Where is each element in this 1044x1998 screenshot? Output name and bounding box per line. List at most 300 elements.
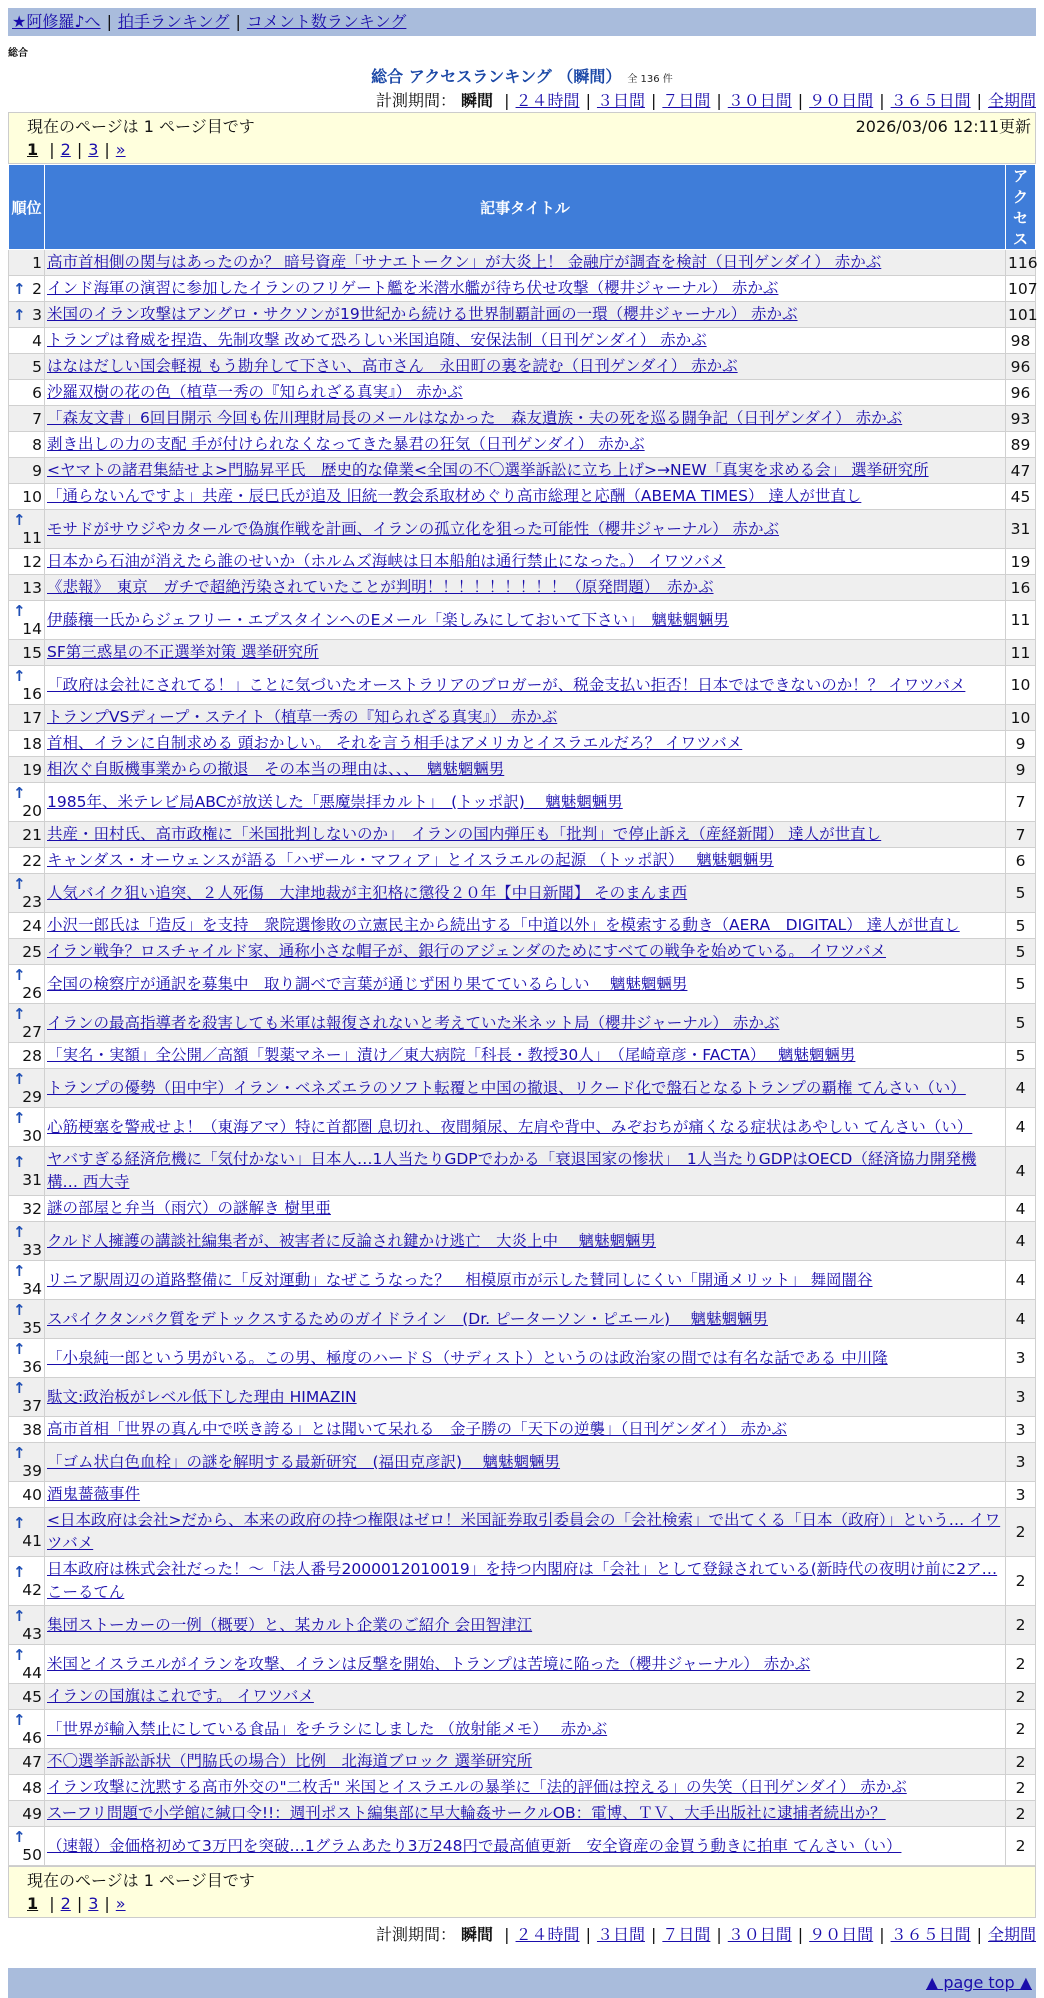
period-separator: | [650,1925,657,1944]
access-count: 2 [1006,1801,1036,1827]
rank-cell [9,731,45,757]
table-row [9,302,1036,328]
article-link[interactable]: 《悲報》 東京 ガチで超絶汚染されていたことが判明！！！！！！！！！（原発問題） 赤かぶ [47,578,714,596]
rank-cell [9,250,45,276]
title-cell [45,302,1006,328]
period-current: 瞬間 [461,91,494,110]
period-selector-bottom [8,1924,1036,1946]
rank-cell [9,575,45,601]
page-separator: | [49,140,55,159]
page-separator: | [104,140,110,159]
title-cell [45,406,1006,432]
table-row [9,1261,1036,1300]
title-cell [45,1147,1006,1196]
page-separator: | [104,1894,110,1913]
updated-time: 2026/03/06 12:11更新 [855,117,1031,136]
article-link[interactable]: <ヤマトの諸君集結せよ>門脇昇平氏 歴史的な偉業<全国の不〇選挙訴訟に立ち上げ>→NEW「真実を求める会」 選挙研究所 [47,461,929,479]
article-link[interactable]: インド海軍の演習に参加したイランのフリゲート艦を米潜水艦が待ち伏せ攻撃（櫻井ジャーナル） 赤かぶ [47,279,779,297]
access-count: 116 [1006,250,1036,276]
access-count: 4 [1006,1108,1036,1147]
access-count: 4 [1006,1069,1036,1108]
title-cell [45,1827,1006,1866]
rank-number: 42 [22,1581,42,1599]
access-count: 93 [1006,406,1036,432]
article-link[interactable]: はなはだしい国会軽視 もう勘弁して下さい、高市さん 永田町の裏を読む（日刊ゲンダイ） 赤かぶ [47,357,738,375]
title-cell [45,250,1006,276]
rank-number: 27 [22,1023,42,1041]
access-count: 11 [1006,601,1036,640]
access-count: 5 [1006,1043,1036,1069]
period-separator: | [879,1925,885,1944]
access-count: 3 [1006,1378,1036,1417]
table-row [9,276,1036,302]
rank-cell [9,705,45,731]
access-count: 10 [1006,666,1036,705]
title-cell [45,1684,1006,1710]
access-count: 4 [1006,1196,1036,1222]
title-cell [45,1749,1006,1775]
title-cell [45,1043,1006,1069]
period-link[interactable]: 全期間 [987,91,1036,110]
period-label-bottom: 計測期間： [375,1925,456,1944]
title-cell [45,1378,1006,1417]
rank-cell [9,1749,45,1775]
title-cell [45,1069,1006,1108]
rank-number: 47 [22,1752,42,1771]
article-link[interactable]: （速報）金価格初めて3万円を突破…1グラムあたり3万248円で最高値更新 安全資産の金買う動きに拍車 てんさい（い） [47,1836,902,1855]
rank-number: 34 [22,1280,42,1298]
title-cell [45,1645,1006,1684]
access-count: 3 [1006,1443,1036,1482]
period-link[interactable]: ３０日間 [727,1925,792,1944]
table-row [9,1108,1036,1147]
up-arrow-icon: ↑ [13,1444,26,1462]
period-selector [8,90,1036,112]
table-row [9,484,1036,510]
access-count: 9 [1006,757,1036,783]
page-current: 1 [27,140,39,159]
rank-number: 44 [22,1664,42,1682]
article-link[interactable]: 不〇選挙訴訟訴状（門脇氏の場合）比例 北海道ブロック 選挙研究所 [47,1752,533,1770]
article-link[interactable]: イランの国旗はこれです。 イワツバメ [47,1687,314,1705]
period-separator: | [716,91,722,110]
table-row [9,1147,1036,1196]
rank-cell [9,1482,45,1508]
rank-number: 37 [22,1397,42,1415]
article-link[interactable]: スーフリ問題で小学館に緘口令!!：週刊ポスト編集部に早大輪姦サークルOB：電博、ＴＶ、大手出版社に逮捕者続出か？ [47,1804,886,1822]
article-link[interactable]: イランの最高指導者を殺害しても米軍は報復されないと考えていた米ネット局（櫻井ジャーナル） 赤かぶ [47,1013,780,1032]
period-link[interactable]: ７日間 [662,1925,711,1944]
table-row [9,601,1036,640]
up-arrow-icon: ↑ [13,602,26,620]
page-separator: | [76,1894,83,1913]
access-count: 3 [1006,1482,1036,1508]
table-row [9,913,1036,939]
rank-number: 2 [32,279,42,298]
title-cell [45,1801,1006,1827]
rank-number: 5 [32,357,42,376]
table-row [9,328,1036,354]
article-link[interactable]: 謎の部屋と弁当（雨穴）の謎解き 樹里亜 [47,1199,331,1217]
access-count: 47 [1006,458,1036,484]
up-arrow-icon: ↑ [13,1153,26,1171]
access-count: 5 [1006,965,1036,1004]
access-count: 101 [1006,302,1036,328]
access-count: 9 [1006,731,1036,757]
access-count: 11 [1006,640,1036,666]
rank-number: 28 [22,1046,42,1065]
article-link[interactable]: 「世界が輸入禁止にしている食品」をチラシにしました （放射能メモ） 赤かぶ [47,1719,608,1738]
access-count: 2 [1006,1749,1036,1775]
table-row [9,1775,1036,1801]
up-arrow-icon: ↑ [13,667,26,685]
table-row [9,1645,1036,1684]
period-link[interactable]: ３６５日間 [890,91,971,110]
article-link[interactable]: 「通らないんですよ」共産・辰巳氏が追及 旧統一教会系取材めぐり高市総理と応酬（ABEMA TIMES） 達人が世直し [47,487,862,505]
rank-number: 22 [22,851,42,870]
article-link[interactable]: 「ゴム状白色血栓」の謎を解明する最新研究 (福田克彦訳) 魑魅魍魎男 [47,1452,561,1471]
period-link[interactable]: ２４時間 [515,91,580,110]
period-separator: | [585,91,591,110]
table-row [9,848,1036,874]
article-link[interactable]: モサドがサウジやカタールで偽旗作戦を計画、イランの孤立化を狙った可能性（櫻井ジャーナル） 赤かぶ [47,519,780,538]
current-page-text-bottom: 現在のページは 1 ページ目です [27,1871,255,1890]
rank-number: 41 [22,1532,42,1550]
access-count: 2 [1006,1645,1036,1684]
article-link[interactable]: キャンダス・オーウェンスが語る「ハザール・マフィア」とイスラエルの起源 （トッポ訳） 魑魅魍魎男 [47,851,774,869]
title-cell [45,731,1006,757]
period-link[interactable]: ７日間 [662,91,711,110]
rank-number: 21 [22,825,42,844]
total-count: 全 136 件 [627,74,673,85]
up-arrow-icon: ↑ [13,1109,26,1127]
article-link[interactable]: トランプの優勢（田中宇）イラン・ベネズエラのソフト転覆と中国の撤退、リクード化で盤石となるトランプの覇権 てんさい（い） [47,1078,966,1097]
page-link[interactable]: » [115,140,126,159]
title-cell [45,380,1006,406]
article-link[interactable]: 高市首相「世界の真ん中で咲き誇る」とは聞いて呆れる 金子勝の「天下の逆襲」（日刊ゲンダイ） 赤かぶ [47,1420,787,1438]
nav-separator: | [235,12,241,31]
article-link[interactable]: イラン戦争？ロスチャイルド家、通称小さな帽子が、銀行のアジェンダのためにすべての戦争を始めている。 イワツバメ [47,942,886,960]
article-link[interactable]: 「森友文書」6回目開示 今回も佐川理財局長のメールはなかった 森友遺族・夫の死を巡る闘争記（日刊ゲンダイ） 赤かぶ [47,409,903,427]
article-link[interactable]: 「小泉純一郎という男がいる。この男、極度のハードＳ（サディスト）というのは政治家の間では有名な話である 中川隆 [47,1348,888,1367]
rank-number: 31 [22,1171,42,1189]
rank-number: 32 [22,1199,42,1218]
article-link[interactable]: 駄文:政治板がレベル低下した理由 HIMAZIN [47,1387,357,1406]
rank-cell [9,406,45,432]
title-cell [45,354,1006,380]
access-count: 89 [1006,432,1036,458]
rank-cell [9,965,45,1004]
rank-cell [9,432,45,458]
article-link[interactable]: 1985年、米テレビ局ABCが放送した「悪魔崇拝カルト」 (トッポ訳) 魑魅魍魎男 [47,792,623,811]
table-row [9,1482,1036,1508]
access-count: 5 [1006,1004,1036,1043]
period-link[interactable]: ３６５日間 [890,1925,971,1944]
title-cell [45,549,1006,575]
rank-cell [9,939,45,965]
article-link[interactable]: クルド人擁護の講談社編集者が、被害者に反論され鍵かけ逃亡 大炎上中 魑魅魍魎男 [47,1231,656,1250]
header-access: アクセス [1006,165,1036,250]
page-separator: | [49,1894,55,1913]
title-cell [45,1300,1006,1339]
rank-number: 17 [22,708,42,727]
table-row [9,1801,1036,1827]
table-row [9,1196,1036,1222]
nav-link-asyura[interactable]: ★阿修羅♪へ [12,12,101,31]
page-link[interactable]: 3 [88,140,99,159]
up-arrow-icon: ↑ [13,1563,26,1581]
table-row [9,1443,1036,1482]
title-cell [45,1339,1006,1378]
table-row [9,1069,1036,1108]
table-row [9,666,1036,705]
header-rank: 順位 [9,165,45,250]
table-row [9,1508,1036,1557]
rank-cell [9,1043,45,1069]
rank-number: 30 [22,1127,42,1145]
access-count: 16 [1006,575,1036,601]
access-count: 2 [1006,1606,1036,1645]
article-link[interactable]: 心筋梗塞を警戒せよ！（東海アマ）特に首都圏 息切れ、夜間頻尿、左肩や背中、みぞおちが痛くなる症状はあやしい てんさい（い） [47,1117,973,1136]
current-page-text: 現在のページは 1 ページ目です [27,117,255,136]
rank-number: 1 [32,253,42,272]
access-count: 19 [1006,549,1036,575]
title-cell [45,939,1006,965]
title-cell [45,705,1006,731]
rank-cell [9,757,45,783]
title-cell [45,1108,1006,1147]
rank-cell [9,1684,45,1710]
article-link[interactable]: トランプは脅威を捏造、先制攻撃 改めて恐ろしい米国追随、安保法制（日刊ゲンダイ） 赤かぶ [47,331,707,349]
table-row [9,1827,1036,1866]
bottom-bar [8,1968,1036,1998]
table-row [9,939,1036,965]
title-cell [45,1261,1006,1300]
up-arrow-icon: ↑ [13,1607,26,1625]
article-link[interactable]: ヤバすぎる経済危機に「気付かない」日本人…1人当たりGDPでわかる「衰退国家の惨状」 1人当たりGDPはOECD（経済協力開発機構… 西大寺 [47,1150,977,1191]
page-link[interactable]: 2 [60,1894,71,1913]
rank-cell [9,1801,45,1827]
period-separator: | [976,1925,982,1944]
access-count: 2 [1006,1710,1036,1749]
article-link[interactable]: 首相、イランに自制求める 頭おかしい。 それを言う相手はアメリカとイスラエルだろ？ イワツバメ [47,734,743,752]
rank-cell [9,666,45,705]
page-link[interactable]: 3 [88,1894,99,1913]
up-arrow-icon: ↑ [13,1301,26,1319]
up-arrow-icon: ↑ [13,1223,26,1241]
rank-cell [9,1508,45,1557]
rank-cell [9,1147,45,1196]
table-row [9,1043,1036,1069]
period-link[interactable]: ９０日間 [809,1925,874,1944]
up-arrow-icon: ↑ [13,1340,26,1358]
title-cell [45,1417,1006,1443]
rank-cell [9,1827,45,1866]
period-link[interactable]: ３０日間 [727,91,792,110]
rank-number: 11 [22,529,42,547]
page-separator: | [76,140,83,159]
table-row [9,354,1036,380]
rank-cell [9,1196,45,1222]
title-cell [45,1222,1006,1261]
title-cell [45,1710,1006,1749]
article-link[interactable]: 米国のイラン攻撃はアングロ・サクソンが19世紀から続ける世界制覇計画の一環（櫻井ジャーナル） 赤かぶ [47,305,798,323]
period-link[interactable]: 全期間 [987,1925,1036,1944]
title-cell [45,822,1006,848]
period-separator: | [716,1925,722,1944]
rank-cell [9,848,45,874]
table-row [9,1557,1036,1606]
article-link[interactable]: 全国の検察庁が通訳を募集中 取り調べで言葉が通じず困り果てているらしい 魑魅魍魎男 [47,974,688,993]
article-link[interactable]: 剥き出しの力の支配 手が付けられなくなってきた暴君の狂気（日刊ゲンダイ） 赤かぶ [47,435,645,453]
access-count: 2 [1006,1557,1036,1606]
header-title: 記事タイトル [45,165,1006,250]
rank-cell [9,1222,45,1261]
page-link[interactable]: » [115,1894,126,1913]
rank-cell [9,458,45,484]
title-cell [45,1606,1006,1645]
title-cell [45,640,1006,666]
page-link[interactable]: 2 [60,140,71,159]
table-row [9,458,1036,484]
rank-cell [9,276,45,302]
rank-number: 25 [22,942,42,961]
rank-cell [9,1606,45,1645]
title-cell [45,1196,1006,1222]
rank-cell [9,1378,45,1417]
article-link[interactable]: SF第三惑星の不正選挙対策 選挙研究所 [47,643,319,661]
article-link[interactable]: 沙羅双樹の花の色（植草一秀の『知られざる真実』） 赤かぶ [47,383,463,401]
title-cell [45,1482,1006,1508]
article-link[interactable]: 共産・田村氏、高市政権に「米国批判しないのか」 イランの国内弾圧も「批判」で停止訴え（産経新聞） 達人が世直し [47,825,882,843]
rank-number: 19 [22,760,42,779]
page-title-row [0,64,1044,84]
period-separator: | [797,91,804,110]
period-link[interactable]: ２４時間 [515,1925,580,1944]
rank-cell [9,913,45,939]
access-count: 107 [1006,276,1036,302]
rank-number: 13 [22,578,42,597]
table-row [9,731,1036,757]
article-link[interactable]: 高市首相側の関与はあったのか？ 暗号資産「サナエトークン」が大炎上！ 金融庁が調査を検討（日刊ゲンダイ） 赤かぶ [47,253,882,271]
period-label: 計測期間： [375,91,456,110]
article-link[interactable]: 日本政府は株式会社だった！～「法人番号2000012010019」を持つ内閣府は「会社」として登録されている(新時代の夜明け前に2ア… こーるてん [47,1560,998,1601]
article-link[interactable]: 小沢一郎氏は「造反」を支持 衆院選惨敗の立憲民主から続出する「中道以外」を模索する動き（AERA DIGITAL） 達人が世直し [47,916,960,934]
article-link[interactable]: スパイクタンパク質をデトックスするためのガイドライン (Dr. ピーターソン・ピエール) 魑魅魍魎男 [47,1309,768,1328]
rank-cell [9,1710,45,1749]
up-arrow-icon: ↑ [13,511,26,529]
article-link[interactable]: 日本から石油が消えたら誰のせいか（ホルムズ海峡は日本船舶は通行禁止になった。） イワツバメ [47,552,726,570]
nav-link-comment-ranking[interactable]: コメント数ランキング [246,12,407,31]
article-link[interactable]: 人気バイク狙い追突、２人死傷 大津地裁が主犯格に懲役２０年【中日新聞】 そのまんま西 [47,883,688,902]
table-row [9,1300,1036,1339]
up-arrow-icon: ↑ [13,305,26,324]
access-count: 5 [1006,874,1036,913]
rank-number: 38 [22,1420,42,1439]
nav-link-clap-ranking[interactable]: 拍手ランキング [117,12,230,31]
page-top-link[interactable]: ▲ page top ▲ [925,1973,1032,1992]
article-link[interactable]: トランプVSディープ・ステイト（植草一秀の『知られざる真実』） 赤かぶ [47,708,558,726]
article-link[interactable]: 米国とイスラエルがイランを攻撃、イランは反撃を開始、トランプは苦境に陥った（櫻井ジャーナル） 赤かぶ [47,1654,811,1673]
rank-cell [9,302,45,328]
rank-cell [9,1069,45,1108]
access-count: 2 [1006,1508,1036,1557]
rank-cell [9,1261,45,1300]
article-link[interactable]: イラン攻撃に沈黙する高市外交の"二枚舌" 米国とイスラエルの暴挙に「法的評価は控える」の失笑（日刊ゲンダイ） 赤かぶ [47,1778,907,1796]
rank-cell [9,601,45,640]
title-cell [45,601,1006,640]
rank-cell [9,1443,45,1482]
table-row [9,1339,1036,1378]
access-count: 2 [1006,1827,1036,1866]
ranking-table [8,164,1036,1866]
title-cell [45,432,1006,458]
access-count: 96 [1006,380,1036,406]
table-row [9,1004,1036,1043]
period-current-bottom: 瞬間 [461,1925,494,1944]
article-link[interactable]: 集団ストーカーの一例（概要）と、某カルト企業のご紹介 会田智津江 [47,1615,533,1634]
period-link[interactable]: ９０日間 [809,91,874,110]
rank-number: 20 [22,802,42,820]
rank-cell [9,1300,45,1339]
up-arrow-icon: ↑ [13,966,26,984]
rank-cell [9,822,45,848]
title-cell [45,328,1006,354]
table-row [9,1606,1036,1645]
period-separator: | [504,1925,510,1944]
top-nav [8,8,1036,36]
article-link[interactable]: <日本政府は会社>だから、本来の政府の持つ権限はゼロ！米国証券取引委員会の「会社検索」で出てくる「日本（政府）」という… イワツバメ [47,1511,1001,1552]
article-link[interactable]: 相次ぐ自販機事業からの撤退 その本当の理由は、、、 魑魅魍魎男 [47,760,505,778]
rank-cell [9,1557,45,1606]
nav-separator: | [106,12,112,31]
rank-number: 18 [22,734,42,753]
rank-number: 14 [22,620,42,638]
rank-number: 45 [22,1687,42,1706]
article-link[interactable]: 「実名・実額」全公開／高額「製薬マネー」漬け／東大病院「科長・教授30人」 （尾崎章彦・FACTA） 魑魅魍魎男 [47,1046,856,1064]
table-row [9,757,1036,783]
up-arrow-icon: ↑ [13,1514,26,1532]
access-count: 2 [1006,1775,1036,1801]
table-row [9,432,1036,458]
period-link[interactable]: ３日間 [596,91,645,110]
article-link[interactable]: 「政府は会社にされてる！」ことに気づいたオーストラリアのブロガーが、税金支払い拒否！日本ではできないのか！？ イワツバメ [47,675,966,694]
rank-cell [9,380,45,406]
rank-cell [9,1417,45,1443]
rank-cell [9,640,45,666]
title-cell [45,458,1006,484]
up-arrow-icon: ↑ [13,1070,26,1088]
article-link[interactable]: 酒鬼薔薇事件 [47,1485,141,1503]
article-link[interactable]: 伊藤穰一氏からジェフリー・エプスタインへのEメール「楽しみにしておいて下さい」 魑魅魍魎男 [47,610,729,629]
up-arrow-icon: ↑ [13,1005,26,1023]
up-arrow-icon: ↑ [13,1711,26,1729]
access-count: 6 [1006,848,1036,874]
rank-cell [9,549,45,575]
period-link[interactable]: ３日間 [596,1925,645,1944]
title-cell [45,1775,1006,1801]
rank-number: 35 [22,1319,42,1337]
period-separator: | [585,1925,591,1944]
table-row [9,380,1036,406]
pager-bottom [8,1866,1036,1918]
article-link[interactable]: リニア駅周辺の道路整備に「反対運動」なぜこうなった？ 相模原市が示した賛同しにくい「開通メリット」 舞岡闇谷 [47,1270,873,1289]
up-arrow-icon: ↑ [13,1828,26,1846]
access-count: 5 [1006,913,1036,939]
rank-cell [9,354,45,380]
title-cell [45,666,1006,705]
access-count: 5 [1006,939,1036,965]
